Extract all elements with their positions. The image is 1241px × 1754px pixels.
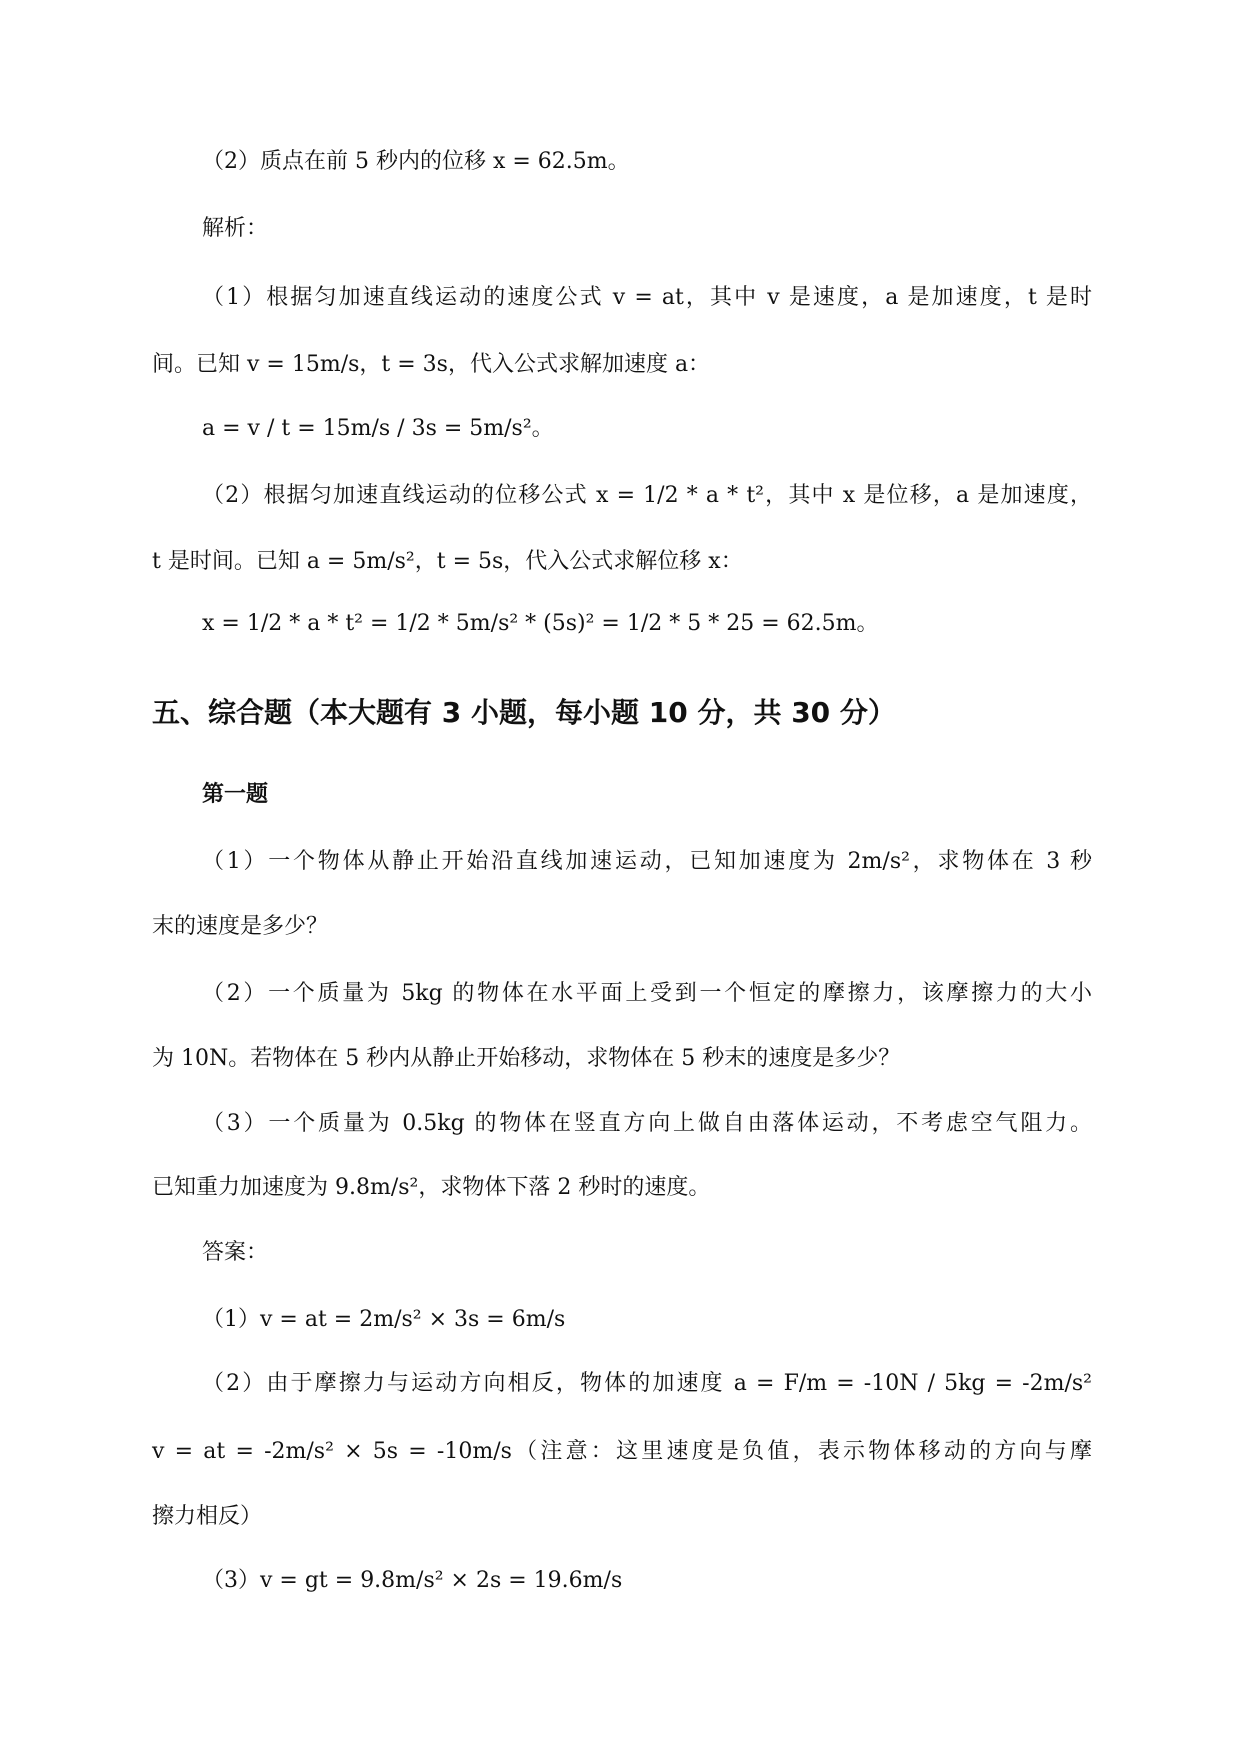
analysis-line-2: 间。已知 v = 15m/s，t = 3s，代入公式求解加速度 a： [152,352,711,377]
formula-line-2: x = 1/2 * a * t² = 1/2 * 5m/s² * (5s)² = 1/2 * 5 * 25 = 62.5m。 [202,611,879,636]
answer-label: 答案： [202,1240,269,1265]
answer-2-line-1: （2）由于摩擦力与运动方向相反，物体的加速度 a = F/m = -10N / 5kg = -2m/s² [202,1371,1092,1396]
answer-1: （1）v = at = 2m/s² × 3s = 6m/s [202,1307,566,1332]
question-heading: 第一题 [202,782,269,807]
question-1-line-2: 末的速度是多少？ [152,914,329,939]
formula-line-1: a = v / t = 15m/s / 3s = 5m/s²。 [202,416,554,441]
question-1-line-1: （1）一个物体从静止开始沿直线加速运动，已知加速度为 2m/s²，求物体在 3 秒 [202,849,1092,874]
analysis-line-1: （1）根据匀加速直线运动的速度公式 v = at，其中 v 是速度，a 是加速度，t 是时 [202,285,1092,310]
analysis-line-3: （2）根据匀加速直线运动的位移公式 x = 1/2 * a * t²，其中 x 是位移，a 是加速度， [202,483,1092,508]
analysis-line-4: t 是时间。已知 a = 5m/s²，t = 5s，代入公式求解位移 x： [152,549,743,574]
answer-line-part2: （2）质点在前 5 秒内的位移 x = 62.5m。 [202,149,630,174]
question-2-line-2: 为 10N。若物体在 5 秒内从静止开始移动，求物体在 5 秒末的速度是多少？ [152,1046,901,1071]
analysis-label: 解析： [202,216,269,241]
question-3-line-2: 已知重力加速度为 9.8m/s²，求物体下落 2 秒时的速度。 [152,1175,711,1200]
section-heading: 五、综合题（本大题有 3 小题，每小题 10 分，共 30 分） [152,696,896,729]
question-3-line-1: （3）一个质量为 0.5kg 的物体在竖直方向上做自由落体运动，不考虑空气阻力。 [202,1111,1092,1136]
answer-2-line-2: v = at = -2m/s² × 5s = -10m/s（注意：这里速度是负值，表示物体移动的方向与摩 [152,1439,1092,1464]
answer-2-line-3: 擦力相反） [152,1504,263,1529]
answer-3: （3）v = gt = 9.8m/s² × 2s = 19.6m/s [202,1568,623,1593]
question-2-line-1: （2）一个质量为 5kg 的物体在水平面上受到一个恒定的摩擦力，该摩擦力的大小 [202,981,1092,1006]
